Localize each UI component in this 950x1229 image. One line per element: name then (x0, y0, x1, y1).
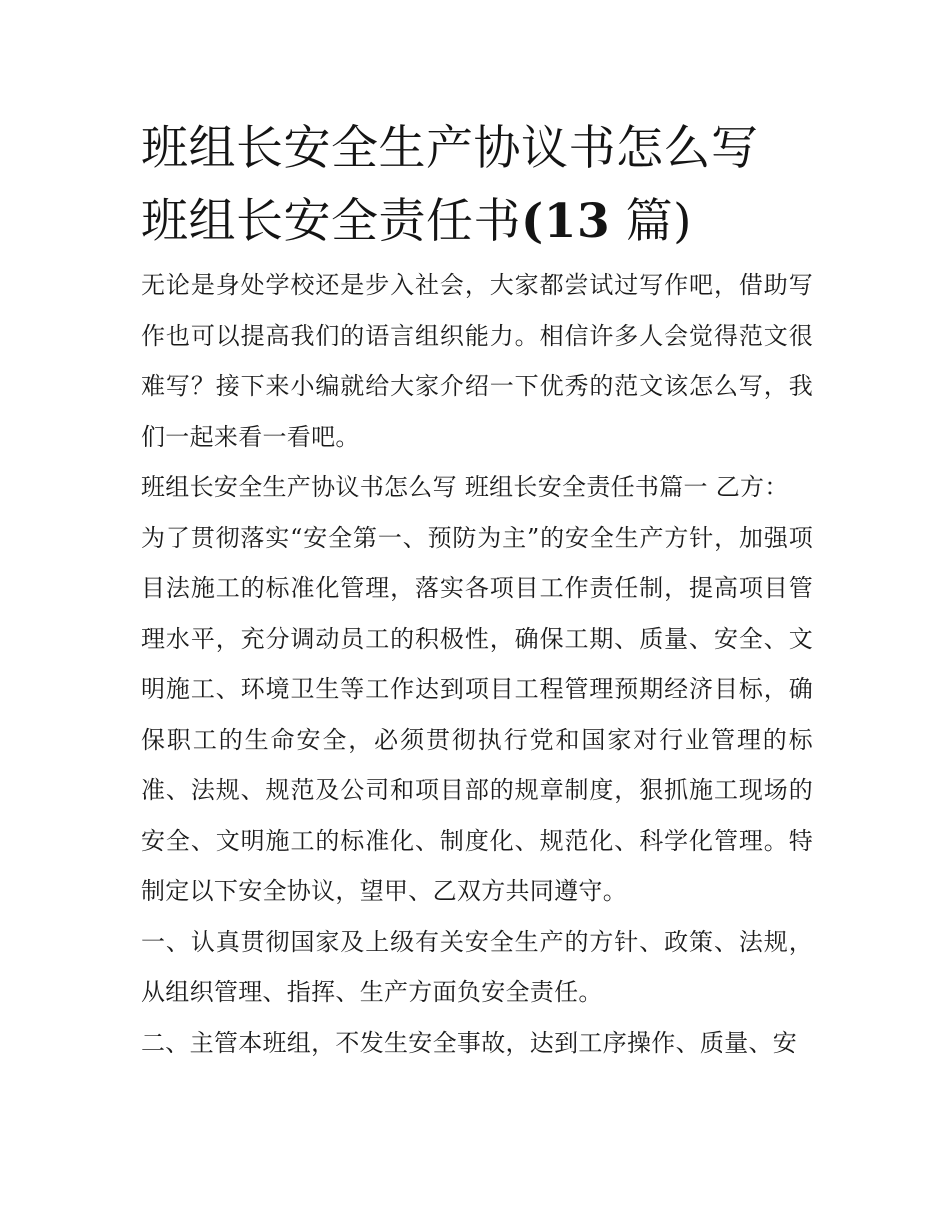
title-count-suffix: 篇) (610, 194, 692, 249)
title-line-1: 班组长安全生产协议书怎么写 (141, 121, 759, 176)
intro-paragraph: 无论是身处学校还是步入社会，大家都尝试过写作吧，借助写作也可以提高我们的语言组织能力。相信许多人会觉得范文很难写？接下来小编就给大家介绍一下优秀的范文该怎么写，我们一起来看一看吧。 (141, 271, 813, 451)
document-body (141, 260, 813, 1068)
agreement-preamble: 为了贯彻落实“安全第一、预防为主”的安全生产方针，加强项目法施工的标准化管理，落实各项目工作责任制，提高项目管理水平，充分调动员工的积极性，确保工期、质量、安全、文明施工、环境卫生等工作达到项目工程管理预期经济目标，确保职工的生命安全，必须贯彻执行党和国家对行业管理的标准、法规、规范及公司和项目部的规章制度，狠抓施工现场的安全、文明施工的标准化、制度化、规范化、科学化管理。特制定以下安全协议，望甲、乙双方共同遵守。 (141, 523, 813, 905)
document-title (141, 112, 813, 258)
document-page (141, 112, 813, 1068)
title-line-2: 班组长安全责任书 (141, 194, 521, 249)
clause-2: 二、主管本班组，不发生安全事故，达到工序操作、质量、安 (141, 1028, 798, 1057)
clause-1: 一、认真贯彻国家及上级有关安全生产的方针、政策、法规，从组织管理、指挥、生产方面负安全责任。 (141, 927, 813, 1006)
title-count: (13 (521, 194, 611, 249)
section-heading: 班组长安全生产协议书怎么写 班组长安全责任书篇一 乙方： (141, 473, 789, 501)
